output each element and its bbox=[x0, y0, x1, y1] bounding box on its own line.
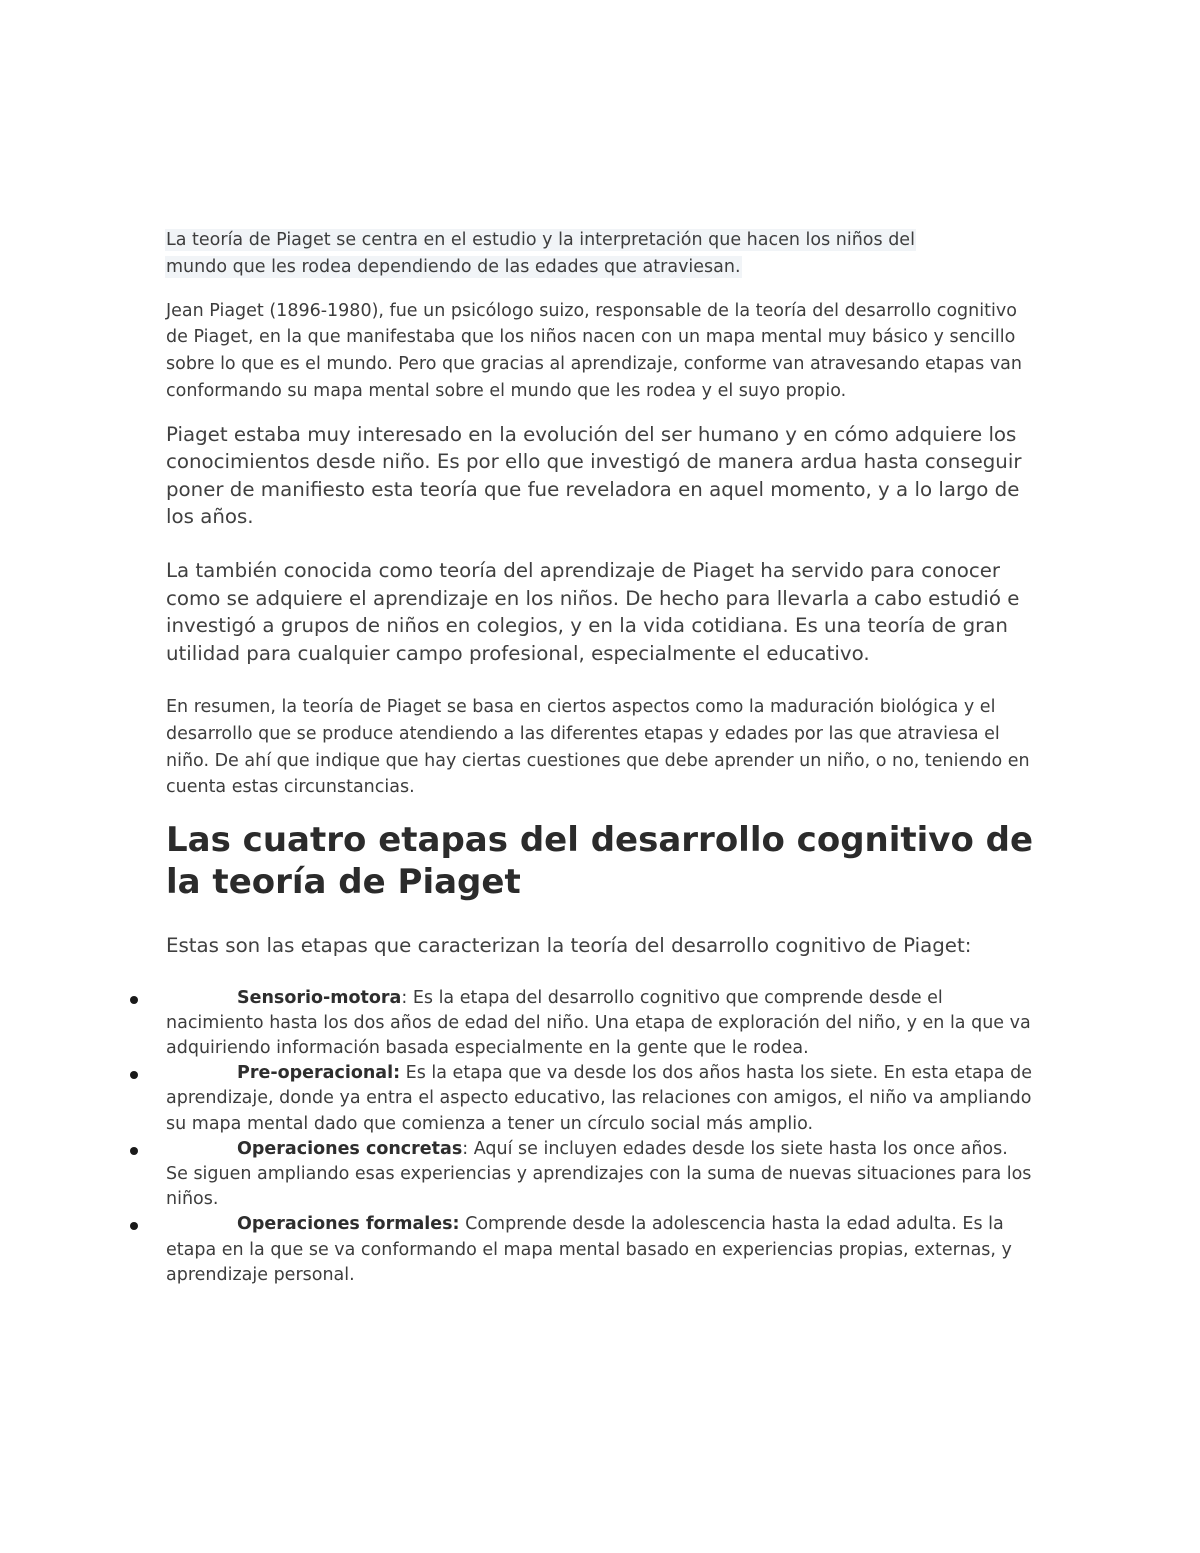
intro-paragraph bbox=[166, 227, 992, 281]
stage-description: Es la etapa que va desde los dos años hasta los siete. En esta etapa de aprendizaje, donde ya entra el aspecto educativo, las relaciones con amigos, el niño va ampliando su mapa mental dado que comienza a tener un círculo social más amplio. bbox=[166, 1063, 1033, 1134]
stage-term: Pre-operacional: bbox=[237, 1063, 401, 1084]
stage-description: Comprende desde la adolescencia hasta la edad adulta. Es la etapa en la que se va conformando el mapa mental basado en experiencias propias, externas, y aprendizaje personal. bbox=[166, 1214, 1012, 1285]
stage-term: Sensorio-motora bbox=[237, 987, 402, 1008]
section-heading: Las cuatro etapas del desarrollo cognitivo de la teoría de Piaget bbox=[166, 820, 1034, 903]
document-body bbox=[166, 227, 1034, 1288]
bullet-icon bbox=[130, 1147, 138, 1155]
list-item-operaciones-formales bbox=[166, 1212, 1034, 1288]
stage-term: Operaciones concretas bbox=[237, 1138, 463, 1159]
stage-description: : Es la etapa del desarrollo cognitivo que comprende desde el nacimiento hasta los dos años de edad del niño. Una etapa de exploración del niño, y en la que va adquiriendo información basada especialmente en la gente que le rodea. bbox=[166, 987, 1031, 1059]
intro-line-1: La teoría de Piaget se centra en el estudio y la interpretación que hacen los niños del bbox=[166, 230, 915, 250]
bullet-icon bbox=[130, 996, 138, 1004]
intro-line-2: mundo que les rodea dependiendo de las edades que atraviesan. bbox=[166, 256, 741, 277]
stage-term: Operaciones formales: bbox=[237, 1214, 460, 1235]
stages-list bbox=[166, 986, 1034, 1288]
stage-description: : Aquí se incluyen edades desde los siete hasta los once años. Se siguen ampliando esas experiencias y aprendizajes con la suma de nuevas situaciones para los niños. bbox=[166, 1138, 1032, 1210]
list-item-sensorio-motora bbox=[166, 986, 1034, 1062]
paragraph-jean-piaget: Jean Piaget (1896-1980), fue un psicólogo suizo, responsable de la teoría del desarrollo cognitivo de Piaget, en la que manifestaba que los niños nacen con un mapa mental muy básico y sencillo sobre lo que es el mundo. Pero que gracias al aprendizaje, conforme van atravesando etapas van conformando su mapa mental sobre el mundo que les rodea y el suyo propio. bbox=[166, 300, 1022, 401]
paragraph-summary: En resumen, la teoría de Piaget se basa en ciertos aspectos como la maduración biológica y el desarrollo que se produce atendiendo a las diferentes etapas y edades por las que atraviesa el niño. De ahí que indique que hay ciertas cuestiones que debe aprender un niño, o no, teniendo en cuenta estas circunstancias. bbox=[166, 697, 1030, 798]
stages-intro: Estas son las etapas que caracterizan la teoría del desarrollo cognitivo de Piaget: bbox=[166, 934, 972, 958]
list-item-pre-operacional bbox=[166, 1061, 1034, 1137]
paragraph-piaget-interest: Piaget estaba muy interesado en la evolución del ser humano y en cómo adquiere los conocimientos desde niño. Es por ello que investigó de manera ardua hasta conseguir poner de manifiesto esta teoría que fue reveladora en aquel momento, y a lo largo de los años. bbox=[166, 422, 1022, 528]
paragraph-learning-theory: La también conocida como teoría del aprendizaje de Piaget ha servido para conocer como se adquiere el aprendizaje en los niños. De hecho para llevarla a cabo estudió e investigó a grupos de niños en colegios, y en la vida cotidiana. Es una teoría de gran utilidad para cualquier campo profesional, especialmente el educativo. bbox=[166, 559, 1020, 665]
bullet-icon bbox=[130, 1071, 138, 1079]
list-item-operaciones-concretas bbox=[166, 1137, 1034, 1213]
bullet-icon bbox=[130, 1222, 138, 1230]
